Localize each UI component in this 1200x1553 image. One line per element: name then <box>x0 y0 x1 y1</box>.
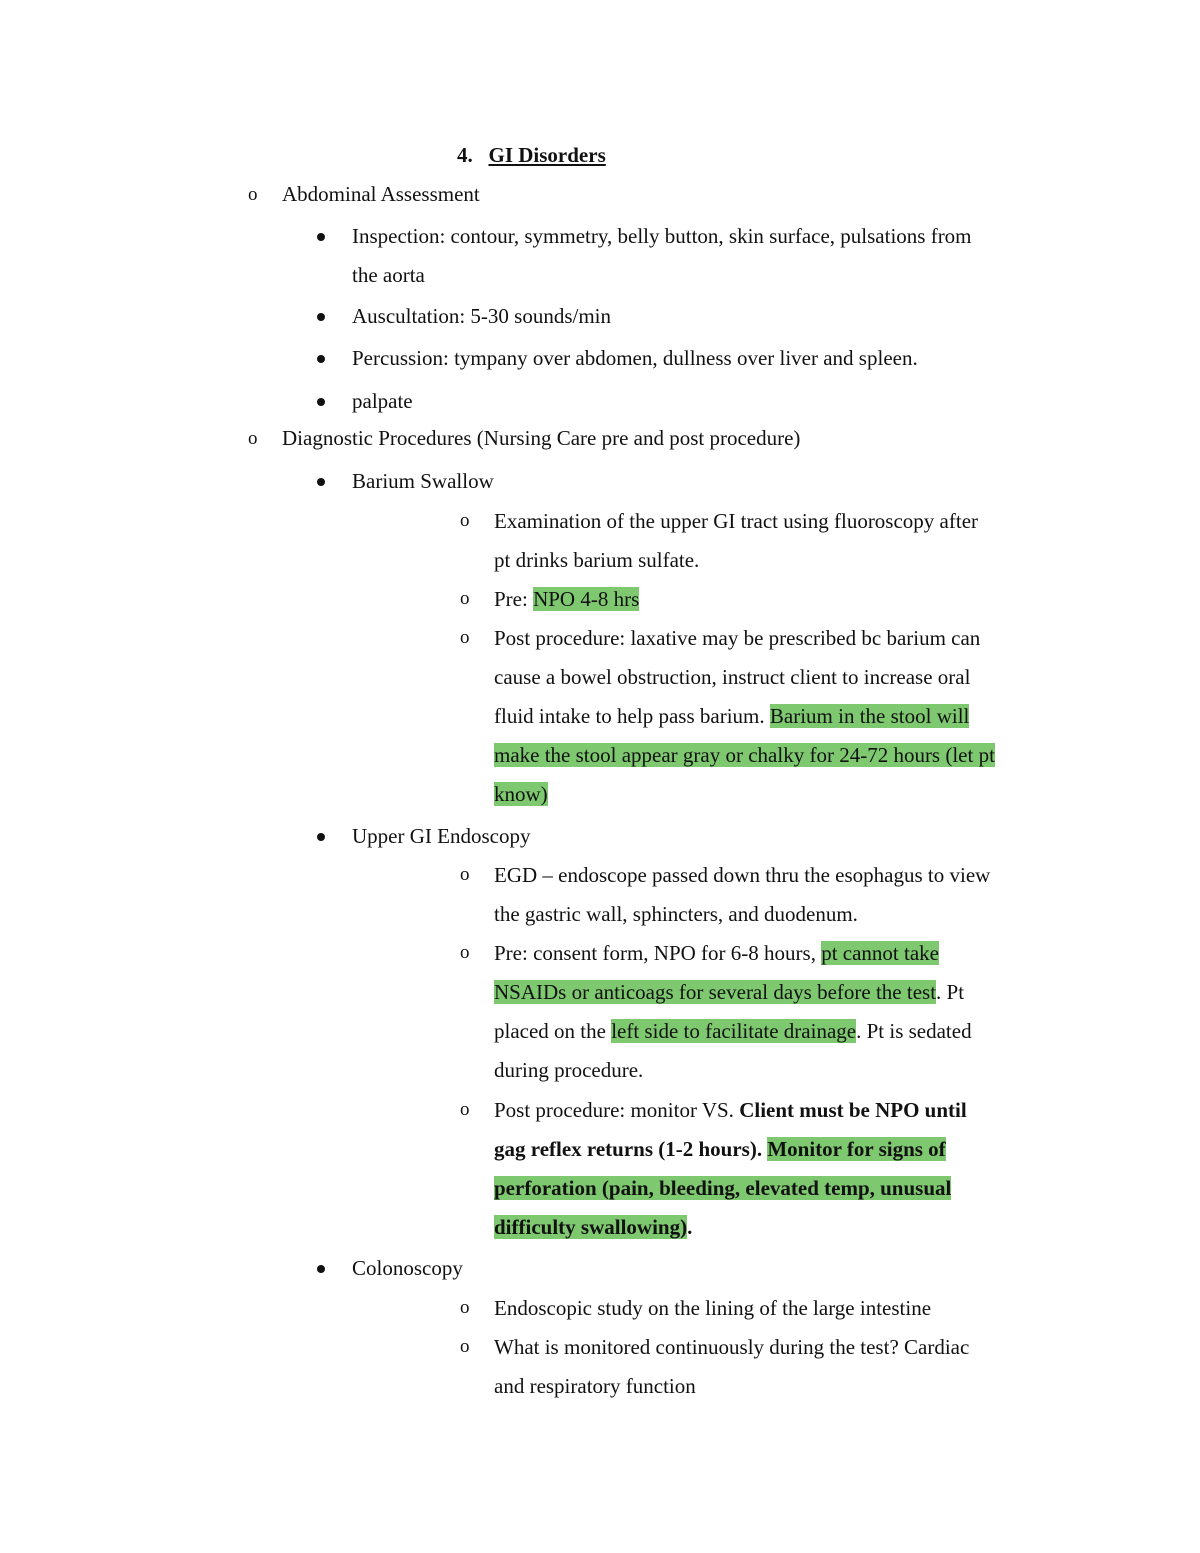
colonoscopy-monitor-line-1: What is monitored continuously during the test? Cardiac <box>494 1335 970 1359</box>
barium-pre-line <box>494 586 639 612</box>
endoscopy-post-line-4 <box>494 1214 692 1240</box>
barium-post-highlight: Barium in the stool will <box>769 704 970 728</box>
section-heading <box>457 142 606 168</box>
endoscopy-pre-line-1 <box>494 940 939 966</box>
barium-post-line-4 <box>494 742 995 768</box>
diagnostic-procedures-label: Diagnostic Procedures (Nursing Care pre and post procedure) <box>282 426 801 450</box>
endoscopy-pre-text: placed on the <box>494 1019 612 1043</box>
barium-post-highlight: know) <box>494 782 548 806</box>
bullet-dot-marker <box>317 313 325 321</box>
section-number: 4. <box>457 143 473 167</box>
barium-exam-line-1: Examination of the upper GI tract using fluoroscopy after <box>494 509 979 533</box>
bullet-dot-marker <box>317 233 325 241</box>
upper-gi-endoscopy-label: Upper GI Endoscopy <box>352 824 531 848</box>
endoscopy-post-bold: Client must be NPO until <box>739 1098 967 1122</box>
endoscopy-pre-highlight: NSAIDs or anticoags for several days before the test <box>494 980 937 1004</box>
barium-post-highlight: make the stool appear gray or chalky for 24-72 hours (let pt <box>494 743 995 767</box>
bullet-o-marker: o <box>460 588 470 609</box>
bullet-dot-marker <box>317 833 325 841</box>
endoscopy-post-bold: gag reflex returns (1-2 hours). <box>494 1137 768 1161</box>
endoscopy-post-line-1 <box>494 1097 967 1123</box>
colonoscopy-label: Colonoscopy <box>352 1256 463 1280</box>
bullet-o-marker: o <box>460 1297 470 1318</box>
inspection-line-2: the aorta <box>352 263 425 287</box>
endoscopy-post-line-2 <box>494 1136 946 1162</box>
endoscopy-pre-line-2 <box>494 979 964 1005</box>
barium-post-line-2: cause a bowel obstruction, instruct client to increase oral <box>494 665 971 689</box>
endoscopy-post-highlight: perforation (pain, bleeding, elevated temp, unusual <box>494 1176 952 1200</box>
bullet-o-marker: o <box>460 510 470 531</box>
egd-line-2: the gastric wall, sphincters, and duodenum. <box>494 902 858 926</box>
barium-post-line-5 <box>494 781 548 807</box>
endoscopy-post-line-3 <box>494 1175 951 1201</box>
bullet-o-marker: o <box>248 184 258 205</box>
endoscopy-post-text: Post procedure: monitor VS. <box>494 1098 740 1122</box>
bullet-o-marker: o <box>248 428 258 449</box>
bullet-o-marker: o <box>460 1336 470 1357</box>
endoscopy-pre-text: . Pt is sedated <box>856 1019 972 1043</box>
barium-pre-prefix: Pre: <box>494 587 534 611</box>
endoscopy-post-highlight: Monitor for signs of <box>767 1137 946 1161</box>
endoscopy-pre-text: . Pt <box>936 980 965 1004</box>
endoscopy-post-highlight: difficulty swallowing) <box>494 1215 688 1239</box>
endoscopy-post-bold: . <box>687 1215 693 1239</box>
palpate-line: palpate <box>352 389 413 413</box>
bullet-o-marker: o <box>460 627 470 648</box>
endoscopy-pre-highlight: left side to facilitate drainage <box>611 1019 857 1043</box>
bullet-dot-marker <box>317 355 325 363</box>
endoscopy-pre-highlight: pt cannot take <box>821 941 939 965</box>
auscultation-line: Auscultation: 5-30 sounds/min <box>352 304 611 328</box>
egd-line-1: EGD – endoscope passed down thru the esophagus to view <box>494 863 991 887</box>
barium-pre-highlight: NPO 4-8 hrs <box>533 587 640 611</box>
colonoscopy-study-line: Endoscopic study on the lining of the large intestine <box>494 1296 932 1320</box>
inspection-line-1: Inspection: contour, symmetry, belly button, skin surface, pulsations from <box>352 224 972 248</box>
bullet-o-marker: o <box>460 864 470 885</box>
section-title: GI Disorders <box>488 143 606 167</box>
bullet-dot-marker <box>317 1265 325 1273</box>
bullet-dot-marker <box>317 398 325 406</box>
bullet-dot-marker <box>317 478 325 486</box>
endoscopy-pre-line-4: during procedure. <box>494 1058 644 1082</box>
bullet-o-marker: o <box>460 1099 470 1120</box>
endoscopy-pre-text: Pre: consent form, NPO for 6-8 hours, <box>494 941 822 965</box>
barium-post-line-1: Post procedure: laxative may be prescribed bc barium can <box>494 626 981 650</box>
barium-post-text: fluid intake to help pass barium. <box>494 704 770 728</box>
abdominal-assessment-label: Abdominal Assessment <box>282 182 480 206</box>
barium-post-line-3 <box>494 703 969 729</box>
barium-swallow-label: Barium Swallow <box>352 469 494 493</box>
endoscopy-pre-line-3 <box>494 1018 972 1044</box>
percussion-line: Percussion: tympany over abdomen, dullness over liver and spleen. <box>352 346 918 370</box>
barium-exam-line-2: pt drinks barium sulfate. <box>494 548 700 572</box>
bullet-o-marker: o <box>460 942 470 963</box>
colonoscopy-monitor-line-2: and respiratory function <box>494 1374 696 1398</box>
